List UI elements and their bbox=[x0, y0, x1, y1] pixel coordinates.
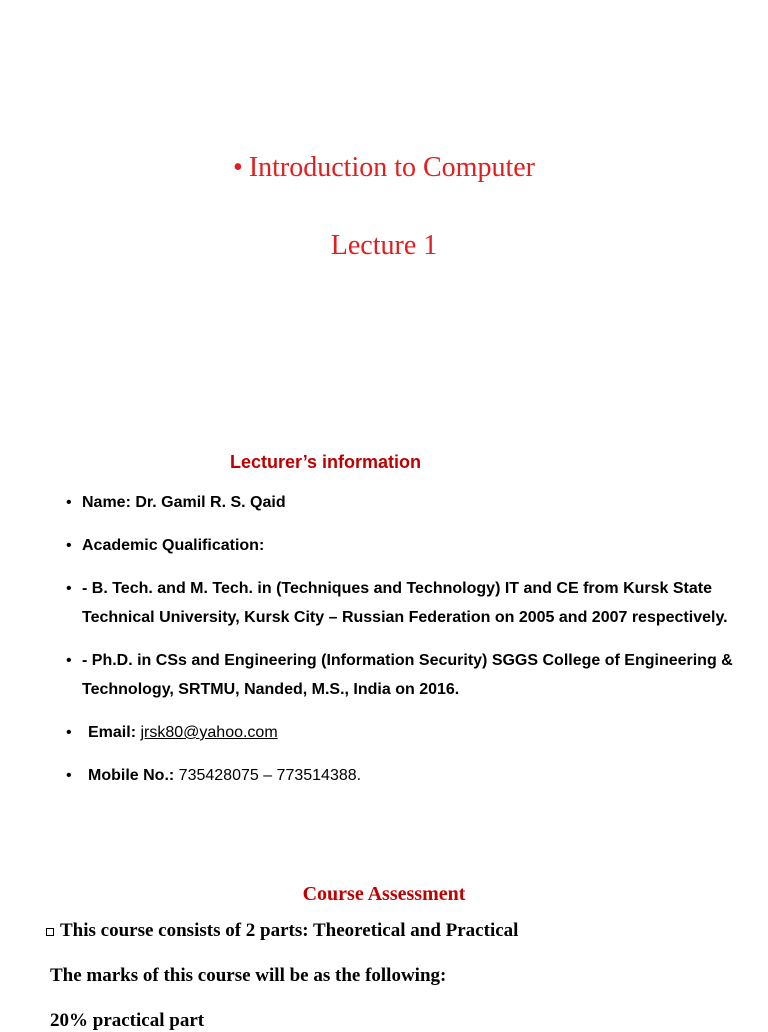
list-item-degree2: • - Ph.D. in CSs and Engineering (Information Security) SGGS College of Engineering & Technology, SRTMU, Nanded, M.S., India on 2016. bbox=[66, 646, 746, 704]
practical-part-text: 20% practical part bbox=[50, 1010, 205, 1031]
bullet-icon: • bbox=[66, 580, 72, 597]
marks-intro-text: The marks of this course will be as the following: bbox=[50, 965, 447, 986]
bullet-icon: • bbox=[66, 724, 72, 741]
slide-lecturer-info bbox=[0, 440, 768, 840]
slide-course-assessment bbox=[0, 875, 768, 1031]
lecture-title: • Introduction to Computer bbox=[233, 152, 535, 183]
course-parts-text: This course consists of 2 parts: Theoretical and Practical bbox=[46, 920, 518, 942]
slide-title bbox=[0, 0, 768, 420]
bullet-icon: • bbox=[233, 152, 243, 183]
list-item-qualification: • Academic Qualification: bbox=[66, 531, 746, 560]
lecture-number: Lecture 1 bbox=[330, 230, 438, 261]
list-item-email: • Email: jrsk80@yahoo.com bbox=[66, 718, 746, 747]
bullet-icon: • bbox=[66, 652, 72, 669]
list-item-name: • Name: Dr. Gamil R. S. Qaid bbox=[66, 488, 746, 517]
course-assessment-heading: Course Assessment bbox=[302, 883, 466, 905]
square-bullet-icon bbox=[46, 928, 54, 936]
bullet-icon: • bbox=[66, 537, 72, 554]
bullet-icon: • bbox=[66, 767, 72, 784]
email-link[interactable]: jrsk80@yahoo.com bbox=[140, 724, 278, 741]
list-item-mobile: • Mobile No.: 735428075 – 773514388. bbox=[66, 761, 746, 790]
lecturer-info-list bbox=[66, 488, 746, 804]
lecturer-info-heading: Lecturer’s information bbox=[230, 452, 422, 472]
mobile-number: 735428075 – 773514388. bbox=[178, 767, 362, 784]
list-item-degree1: • - B. Tech. and M. Tech. in (Techniques and Technology) IT and CE from Kursk State Technical University, Kursk City – Russian Federation on 2005 and 2007 respectively. bbox=[66, 574, 746, 632]
bullet-icon: • bbox=[66, 494, 72, 511]
